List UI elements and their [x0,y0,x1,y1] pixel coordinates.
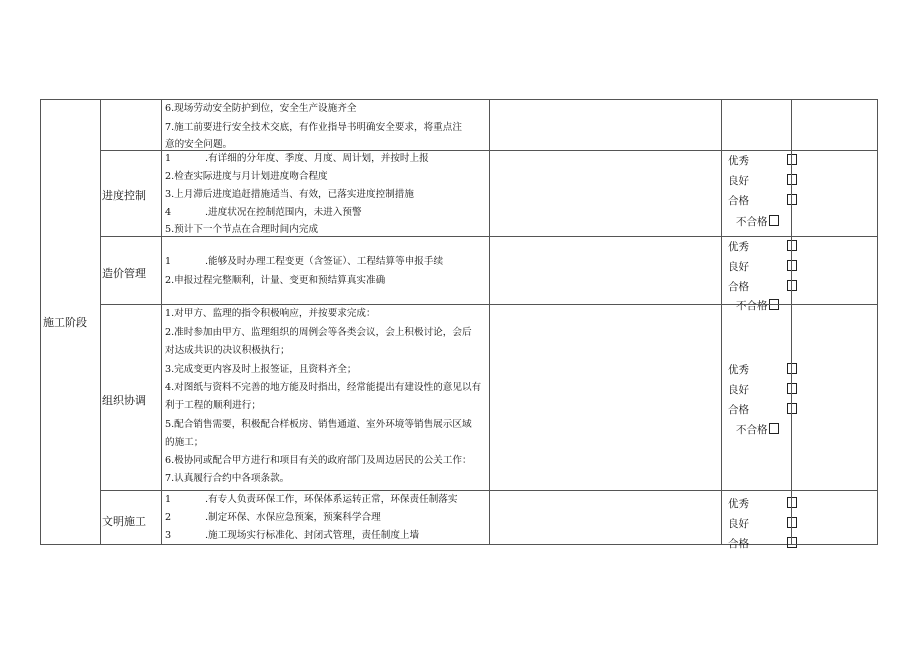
schedule-score-cell [791,150,878,237]
safety-score-cell [791,99,878,151]
schedule-item-4: 4 .进度状况在控制范围内，未进入预警 [165,207,362,218]
coordination-item-2-cont: 对达成共识的决议积极执行； [165,345,290,356]
coordination-item-5: 5.配合销售需要，积极配合样板房、销售通道、室外环境等销售展示区域 [165,419,472,430]
civilized-grade-excellent[interactable]: 优秀 [728,496,797,511]
schedule-item-3: 3.上月滞后进度追赶措施适当、有效，已落实进度控制措施 [165,189,414,200]
civilized-category: 文明施工 [102,515,146,528]
coordination-item-4: 4.对图纸与资料不完善的地方能及时指出，经常能提出有建设性的意见以有 [165,382,482,393]
cost-item-2: 2.申报过程完整顺利，计量、变更和预结算真实准确 [165,275,386,286]
schedule-grade-pass[interactable]: 合格 [728,193,797,208]
coordination-item-5-cont: 的施工； [165,437,204,448]
checkbox-icon[interactable] [769,423,779,434]
cost-category: 造价管理 [102,267,146,280]
schedule-item-2: 2.检查实际进度与月计划进度吻合程度 [165,171,328,182]
civilized-grade-pass[interactable]: 合格 [728,536,797,551]
coordination-item-3: 3.完成变更内容及时上报签证，且资料齐全； [165,364,357,375]
civilized-category-cell [100,490,162,545]
schedule-grade-good[interactable]: 良好 [728,173,797,188]
safety-grade-cell [721,99,792,151]
schedule-category-cell [100,150,162,237]
civilized-remark-cell [489,490,722,545]
cost-grade-cell [721,236,792,312]
schedule-item-1: 1 .有详细的分年度、季度、月度、周计划，并按时上报 [165,153,429,164]
cost-grade-pass[interactable]: 合格 [728,279,797,294]
cost-grade-excellent[interactable]: 优秀 [728,239,797,254]
civilized-items-cell [161,490,490,545]
civilized-score-cell [791,490,878,545]
checkbox-icon[interactable] [769,215,779,226]
coordination-grade-pass[interactable]: 合格 [728,402,797,417]
cost-items-cell [161,236,490,305]
schedule-remark-cell [489,150,722,237]
coordination-grade-good[interactable]: 良好 [728,382,797,397]
coordination-item-4-cont: 利于工程的顺利进行； [165,400,261,411]
coordination-items-cell [161,304,490,491]
cost-item-1: 1 .能够及时办理工程变更（含签证）、工程结算等申报手续 [165,256,444,267]
stage-cell [40,99,101,545]
schedule-item-5: 5.预计下一个节点在合理时间内完成 [165,224,319,235]
civilized-item-2: 2 .制定环保、水保应急预案，预案科学合理 [165,512,381,523]
coordination-category: 组织协调 [102,394,146,407]
civilized-item-3: 3 .施工现场实行标准化、封闭式管理，责任制度上墙 [165,530,420,541]
civilized-grade-good[interactable]: 良好 [728,516,797,531]
schedule-items-cell [161,150,490,237]
cost-grade-fail[interactable]: 不合格 [736,298,779,313]
coordination-item-6: 6.极协同或配合甲方进行和项目有关的政府部门及周边居民的公关工作： [165,455,472,466]
schedule-category: 进度控制 [102,189,146,202]
cost-remark-cell [489,236,722,305]
safety-remark-cell [489,99,722,151]
safety-items-cell [161,99,490,151]
stage-label: 施工阶段 [43,316,87,329]
safety-category-cell [100,99,162,151]
coordination-remark-cell [489,304,722,491]
civilized-grade-cell [721,490,792,550]
coordination-category-cell [100,304,162,491]
safety-item-7: 7.施工前要进行安全技术交底，有作业指导书明确安全要求，将重点注 [165,122,462,133]
coordination-item-2: 2.准时参加由甲方、监理组织的周例会等各类会议，会上积极讨论，会后 [165,327,472,338]
coordination-item-1: 1.对甲方、监理的指令积极响应，并按要求完成： [165,308,376,319]
coordination-grade-excellent[interactable]: 优秀 [728,362,797,377]
schedule-grade-excellent[interactable]: 优秀 [728,153,797,168]
coordination-grade-fail[interactable]: 不合格 [736,422,779,437]
cost-category-cell [100,236,162,305]
schedule-grade-fail[interactable]: 不合格 [736,214,779,229]
civilized-item-1: 1 .有专人负责环保工作，环保体系运转正常，环保责任制落实 [165,494,458,505]
cost-score-cell [791,236,878,305]
safety-item-7-cont: 意的安全问题。 [165,139,233,150]
coordination-score-cell [791,304,878,491]
schedule-grade-cell [721,150,792,237]
coordination-grade-cell [721,304,792,491]
safety-item-6: 6.现场劳动安全防护到位，安全生产设施齐全 [165,103,357,114]
cost-grade-good[interactable]: 良好 [728,259,797,274]
coordination-item-7: 7.认真履行合约中各项条款。 [165,473,290,484]
